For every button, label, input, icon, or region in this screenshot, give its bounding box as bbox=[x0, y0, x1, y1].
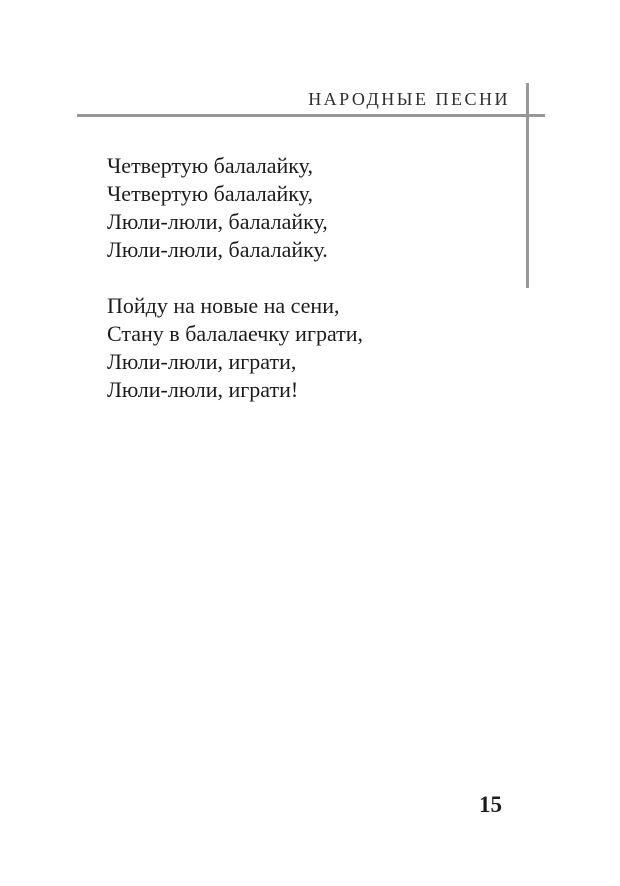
running-header-title: НАРОДНЫЕ ПЕСНИ bbox=[308, 89, 510, 109]
poem-line: Четвертую балалайку, bbox=[107, 181, 313, 206]
header-vertical-rule bbox=[526, 83, 529, 288]
poem-line: Люли-люли, балалайку, bbox=[107, 209, 328, 234]
poem-line: Четвертую балалайку, bbox=[107, 153, 313, 178]
poem-line: Люли-люли, играти, bbox=[107, 349, 297, 374]
poem-stanza bbox=[107, 152, 363, 264]
poem-line: Люли-люли, играти! bbox=[107, 377, 299, 402]
header-horizontal-rule bbox=[77, 114, 545, 117]
poem-line: Пойду на новые на сени, bbox=[107, 293, 340, 318]
poem-text bbox=[107, 152, 363, 404]
poem-stanza bbox=[107, 292, 363, 404]
poem-line: Люли-люли, балалайку. bbox=[107, 237, 328, 262]
poem-line: Стану в балалаечку играти, bbox=[107, 321, 364, 346]
page-number: 15 bbox=[479, 792, 502, 817]
